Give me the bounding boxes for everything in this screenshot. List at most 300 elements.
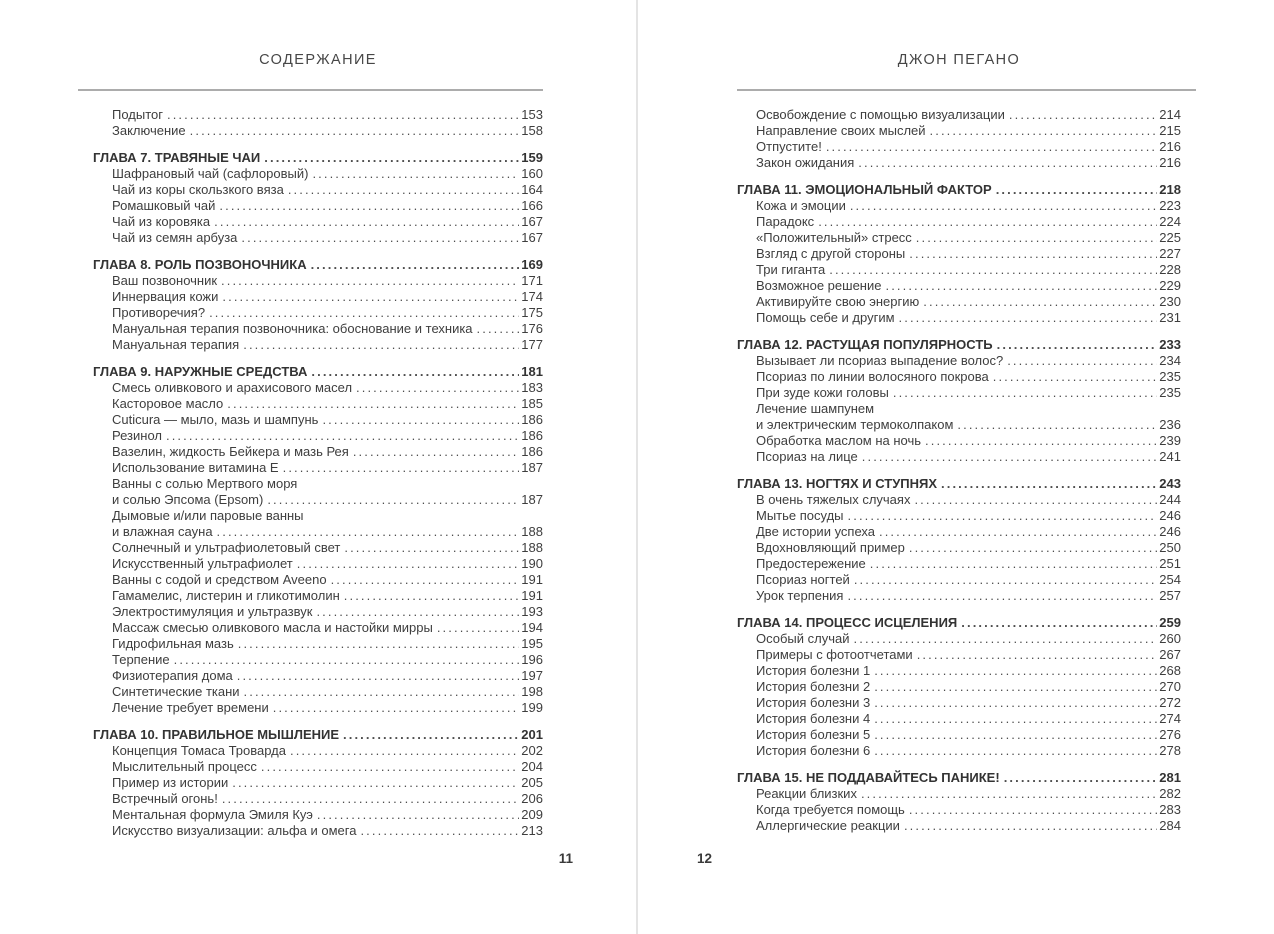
toc-entry-title: В очень тяжелых случаях: [756, 492, 911, 507]
toc-entry-title: Синтетические ткани: [112, 684, 240, 699]
dot-leader: [290, 743, 519, 759]
toc-entry-row: [93, 556, 543, 572]
toc-entry-title: История болезни 5: [756, 727, 871, 742]
toc-chapter-row: [93, 364, 543, 380]
toc-entry-page-number: 281: [1159, 770, 1181, 785]
toc-entry-row: [737, 492, 1181, 508]
toc-entry-row: [737, 230, 1181, 246]
toc-entry-page-number: 191: [521, 588, 543, 603]
toc-entry-title: Подытог: [112, 107, 163, 122]
dot-leader: [996, 182, 1158, 198]
toc-entry-title: Две истории успеха: [756, 524, 875, 539]
toc-entry-title: Гамамелис, листерин и гликотимолин: [112, 588, 340, 603]
toc-chapter-title: ГЛАВА 10. ПРАВИЛЬНОЕ МЫШЛЕНИЕ: [93, 727, 340, 742]
toc-chapter-title: ГЛАВА 13. НОГТЯХ И СТУПНЯХ: [737, 476, 938, 491]
dot-leader: [238, 636, 520, 652]
toc-entry-row: [93, 700, 543, 716]
dot-leader: [1004, 770, 1158, 786]
toc-entry-title: Ментальная формула Эмиля Куэ: [112, 807, 313, 822]
toc-entry-page-number: 177: [521, 337, 543, 352]
toc-chapter-row: [737, 182, 1181, 198]
toc-entry-page-number: 243: [1159, 476, 1181, 491]
toc-entry-row: [737, 556, 1181, 572]
toc-entry-page-number: 283: [1159, 802, 1181, 817]
toc-entry-title: История болезни 3: [756, 695, 871, 710]
toc-entry-page-number: 209: [521, 807, 543, 822]
dot-leader: [916, 230, 1158, 246]
dot-leader: [997, 337, 1158, 353]
dot-leader: [850, 198, 1157, 214]
toc-entry-row: [93, 123, 543, 139]
toc-entry-page-number: 257: [1159, 588, 1181, 603]
dot-leader: [167, 107, 519, 123]
toc-entry-page-number: 260: [1159, 631, 1181, 646]
dot-leader: [909, 540, 1157, 556]
toc-entry-page-number: 234: [1159, 353, 1181, 368]
toc-chapter-row: [93, 257, 543, 273]
dot-leader: [267, 492, 519, 508]
toc-entry-row: [737, 679, 1181, 695]
toc-group: [737, 182, 1181, 326]
toc-entry-page-number: 167: [521, 214, 543, 229]
toc-entry-title: Взгляд с другой стороны: [756, 246, 906, 261]
toc-entry-page-number: 216: [1159, 139, 1181, 154]
toc-entry-title: Противоречия?: [112, 305, 206, 320]
toc-entry-row: [737, 588, 1181, 604]
toc-entry-page-number: 201: [521, 727, 543, 742]
toc-entry-title: Кожа и эмоции: [756, 198, 846, 213]
toc-entry-title: Электростимуляция и ультразвук: [112, 604, 313, 619]
toc-entry-first-line: Дымовые и/или паровые ванны: [112, 508, 304, 523]
toc-group: [93, 150, 543, 246]
toc-entry-title: Отпустите!: [756, 139, 822, 154]
toc-chapter-title: ГЛАВА 9. НАРУЖНЫЕ СРЕДСТВА: [93, 364, 308, 379]
toc-entry-title: Мыслительный процесс: [112, 759, 257, 774]
toc-entry-row: [737, 818, 1181, 834]
toc-entry-title: Особый случай: [756, 631, 850, 646]
dot-leader: [874, 695, 1157, 711]
toc-entry-title: Обработка маслом на ночь: [756, 433, 922, 448]
toc-entry-page-number: 186: [521, 428, 543, 443]
toc-entry-page-number: 181: [521, 364, 543, 379]
toc-entry-title: Вазелин, жидкость Бейкера и мазь Рея: [112, 444, 349, 459]
toc-entry-page-number: 176: [521, 321, 543, 336]
toc-entry-page-number: 228: [1159, 262, 1181, 277]
toc-entry-page-number: 186: [521, 444, 543, 459]
toc-entry-title: Ванны с содой и средством Aveeno: [112, 572, 327, 587]
toc-entry-row: [93, 444, 543, 460]
toc-entry-title: Гидрофильная мазь: [112, 636, 234, 651]
dot-leader: [222, 791, 519, 807]
toc-entry-page-number: 191: [521, 572, 543, 587]
toc-entry-row: [737, 107, 1181, 123]
toc-entry-title: Примеры с фотоотчетами: [756, 647, 913, 662]
dot-leader: [829, 262, 1157, 278]
toc-entry-page-number: 171: [521, 273, 543, 288]
dot-leader: [221, 273, 519, 289]
toc-entry-page-number: 235: [1159, 369, 1181, 384]
toc-entry-title: Массаж смесью оливкового масла и настойки мирры: [112, 620, 433, 635]
toc-entry-title: «Положительный» стресс: [756, 230, 912, 245]
toc-entry-row: [93, 289, 543, 305]
toc-entry-row: [737, 369, 1181, 385]
toc-entry-page-number: 185: [521, 396, 543, 411]
toc-entry-row: [93, 107, 543, 123]
toc-entry-title: Урок терпения: [756, 588, 844, 603]
toc-chapter-title: ГЛАВА 11. ЭМОЦИОНАЛЬНЫЙ ФАКТОР: [737, 182, 992, 197]
toc-entry-title: Три гиганта: [756, 262, 826, 277]
toc-chapter-row: [93, 150, 543, 166]
toc-entry-page-number: 196: [521, 652, 543, 667]
dot-leader: [322, 412, 519, 428]
toc-entry-title: Иннервация кожи: [112, 289, 219, 304]
dot-leader: [297, 556, 520, 572]
dot-leader: [961, 615, 1157, 631]
toc-entry-row: [737, 155, 1181, 171]
toc-entry-page-number: 268: [1159, 663, 1181, 678]
toc-entry-row: [737, 449, 1181, 465]
toc-entry-row: [737, 695, 1181, 711]
toc-entry-row: [93, 166, 543, 182]
toc-entry-page-number: 198: [521, 684, 543, 699]
toc-entry-title: Использование витамина Е: [112, 460, 279, 475]
dot-leader: [360, 823, 519, 839]
dot-leader: [237, 668, 520, 684]
toc-entry-row: [737, 743, 1181, 759]
toc-entry-row: [737, 663, 1181, 679]
dot-leader: [343, 727, 519, 743]
toc-group: [737, 770, 1181, 834]
toc-entry-page-number: 276: [1159, 727, 1181, 742]
dot-leader: [232, 775, 519, 791]
toc-entry-title: При зуде кожи головы: [756, 385, 889, 400]
toc-entry-page-number: 174: [521, 289, 543, 304]
dot-leader: [854, 572, 1157, 588]
toc-entry-title: Псориаз по линии волосяного покрова: [756, 369, 989, 384]
dot-leader: [241, 230, 519, 246]
toc-entry-row: [93, 743, 543, 759]
toc-group: [93, 107, 543, 139]
toc-group: [737, 107, 1181, 171]
toc-entry-page-number: 218: [1159, 182, 1181, 197]
toc-entry-title: Парадокс: [756, 214, 815, 229]
dot-leader: [353, 444, 519, 460]
dot-leader: [848, 508, 1158, 524]
dot-leader: [317, 807, 519, 823]
toc-entry-row: [737, 508, 1181, 524]
dot-leader: [847, 588, 1157, 604]
toc-entry-row: [93, 230, 543, 246]
toc-entry-page-number: 199: [521, 700, 543, 715]
toc-entry-row: [93, 460, 543, 476]
dot-leader: [311, 257, 520, 273]
toc-entry-row: [93, 588, 543, 604]
dot-leader: [909, 802, 1157, 818]
toc-entry-title: и влажная сауна: [112, 524, 213, 539]
left-running-head: СОДЕРЖАНИЕ: [259, 52, 377, 68]
toc-entry-row: [737, 246, 1181, 262]
toc-entry-page-number: 246: [1159, 524, 1181, 539]
toc-entry-page-number: 186: [521, 412, 543, 427]
page-right: [637, 0, 1274, 934]
dot-leader: [209, 305, 519, 321]
dot-leader: [356, 380, 519, 396]
toc-entry-title: Ваш позвоночник: [112, 273, 218, 288]
toc-entry-row: [737, 433, 1181, 449]
toc-chapter-row: [737, 337, 1181, 353]
toc-entry-page-number: 274: [1159, 711, 1181, 726]
toc-entry-page-number: 183: [521, 380, 543, 395]
toc-entry-page-number: 202: [521, 743, 543, 758]
toc-entry-page-number: 195: [521, 636, 543, 651]
dot-leader: [879, 524, 1157, 540]
toc-entry-title: Заключение: [112, 123, 186, 138]
dot-leader: [858, 155, 1157, 171]
right-running-head: ДЖОН ПЕГАНО: [897, 52, 1021, 68]
toc-entry-row: [93, 198, 543, 214]
dot-leader: [312, 166, 519, 182]
dot-leader: [862, 449, 1158, 465]
toc-entry-page-number: 205: [521, 775, 543, 790]
toc-entry-row: [737, 802, 1181, 818]
toc-chapter-row: [737, 476, 1181, 492]
toc-entry-row: [737, 294, 1181, 310]
toc-entry-page-number: 254: [1159, 572, 1181, 587]
dot-leader: [437, 620, 519, 636]
dot-leader: [957, 417, 1157, 433]
toc-entry-first-line: Лечение шампунем: [756, 401, 875, 416]
toc-entry-row: [93, 428, 543, 444]
toc-entry-page-number: 159: [521, 150, 543, 165]
toc-entry-row: [93, 337, 543, 353]
toc-entry-page-number: 236: [1159, 417, 1181, 432]
toc-entry-row: [93, 182, 543, 198]
toc-entry-title: Аллергические реакции: [756, 818, 900, 833]
toc-entry-page-number: 231: [1159, 310, 1181, 325]
toc-entry-row: [737, 262, 1181, 278]
toc-entry-title: Пример из истории: [112, 775, 229, 790]
toc-entry-page-number: 225: [1159, 230, 1181, 245]
dot-leader: [893, 385, 1157, 401]
toc-chapter-title: ГЛАВА 7. ТРАВЯНЫЕ ЧАИ: [93, 150, 261, 165]
toc-entry-title: Физиотерапия дома: [112, 668, 233, 683]
toc-entry-page-number: 193: [521, 604, 543, 619]
toc-entry-page-number: 227: [1159, 246, 1181, 261]
toc-entry-row: [737, 727, 1181, 743]
dot-leader: [874, 727, 1157, 743]
toc-entry-page-number: 167: [521, 230, 543, 245]
toc-entry-page-number: 244: [1159, 492, 1181, 507]
toc-entry-page-number: 272: [1159, 695, 1181, 710]
toc-entry-row: [93, 620, 543, 636]
toc-entry-row: [737, 310, 1181, 326]
toc-entry-row: [93, 524, 543, 540]
toc-entry-title: и электрическим термоколпаком: [756, 417, 954, 432]
dot-leader: [288, 182, 519, 198]
toc-entry-row: [93, 396, 543, 412]
toc-entry-title: Псориаз ногтей: [756, 572, 850, 587]
toc-entry-title: Реакции близких: [756, 786, 857, 801]
toc-entry-page-number: 230: [1159, 294, 1181, 309]
toc-entry-title: Вдохновляющий пример: [756, 540, 905, 555]
dot-leader: [899, 310, 1158, 326]
dot-leader: [874, 663, 1157, 679]
toc-chapter-title: ГЛАВА 12. РАСТУЩАЯ ПОПУЛЯРНОСТЬ: [737, 337, 993, 352]
toc-chapter-title: ГЛАВА 14. ПРОЦЕСС ИСЦЕЛЕНИЯ: [737, 615, 958, 630]
dot-leader: [993, 369, 1158, 385]
dot-leader: [477, 321, 520, 337]
toc-entry-row: [93, 775, 543, 791]
toc-entry-row: [93, 652, 543, 668]
toc-entry-page-number: 206: [521, 791, 543, 806]
toc-entry-row: [737, 278, 1181, 294]
toc-entry-row: [737, 214, 1181, 230]
toc-entry-page-number: 282: [1159, 786, 1181, 801]
toc-entry-row: [93, 636, 543, 652]
dot-leader: [861, 786, 1157, 802]
toc-entry-title: Встречный огонь!: [112, 791, 218, 806]
dot-leader: [874, 711, 1157, 727]
toc-entry-page-number: 259: [1159, 615, 1181, 630]
toc-entry-row: [737, 139, 1181, 155]
toc-entry-title: Чай из коры скользкого вяза: [112, 182, 284, 197]
toc-entry-row: [737, 417, 1181, 433]
toc-entry-row: [93, 684, 543, 700]
dot-leader: [909, 246, 1157, 262]
toc-entry-title: Вызывает ли псориаз выпадение волос?: [756, 353, 1004, 368]
dot-leader: [243, 337, 519, 353]
toc-entry-page-number: 204: [521, 759, 543, 774]
dot-leader: [214, 214, 519, 230]
dot-leader: [941, 476, 1157, 492]
toc-entry-page-number: 246: [1159, 508, 1181, 523]
toc-entry-row: [737, 786, 1181, 802]
right-header-rule: [737, 89, 1196, 91]
toc-group: [737, 615, 1181, 759]
toc-entry-page-number: 194: [521, 620, 543, 635]
toc-entry-row: [93, 321, 543, 337]
toc-chapter-title: ГЛАВА 15. НЕ ПОДДАВАЙТЕСЬ ПАНИКЕ!: [737, 770, 1000, 785]
dot-leader: [217, 524, 520, 540]
dot-leader: [854, 631, 1158, 647]
toc-entry-page-number: 169: [521, 257, 543, 272]
toc-entry-page-number: 224: [1159, 214, 1181, 229]
toc-group: [93, 727, 543, 839]
dot-leader: [925, 433, 1157, 449]
left-header-rule: [78, 89, 543, 91]
right-toc-list: [737, 107, 1181, 834]
toc-entry-row: [93, 791, 543, 807]
toc-entry-first-line: Ванны с солью Мертвого моря: [112, 476, 298, 491]
toc-entry-title: Возможное решение: [756, 278, 882, 293]
toc-entry-page-number: 164: [521, 182, 543, 197]
toc-entry-title: Искусственный ультрафиолет: [112, 556, 293, 571]
toc-group: [93, 364, 543, 716]
dot-leader: [923, 294, 1157, 310]
dot-leader: [331, 572, 520, 588]
toc-entry-page-number: 153: [521, 107, 543, 122]
dot-leader: [283, 460, 520, 476]
toc-entry-row: [737, 123, 1181, 139]
toc-group: [737, 476, 1181, 604]
toc-entry-row: [93, 807, 543, 823]
toc-entry-title: Лечение требует времени: [112, 700, 269, 715]
toc-chapter-title: ГЛАВА 8. РОЛЬ ПОЗВОНОЧНИКА: [93, 257, 307, 272]
dot-leader: [904, 818, 1157, 834]
dot-leader: [914, 492, 1157, 508]
toc-entry-page-number: 223: [1159, 198, 1181, 213]
dot-leader: [917, 647, 1158, 663]
dot-leader: [261, 759, 519, 775]
toc-chapter-row: [737, 615, 1181, 631]
toc-entry-row: [737, 385, 1181, 401]
toc-entry-title: Резинол: [112, 428, 162, 443]
toc-entry-row: [93, 540, 543, 556]
dot-leader: [174, 652, 520, 668]
toc-entry-page-number: 158: [521, 123, 543, 138]
toc-entry-row: [737, 524, 1181, 540]
toc-entry-row: [737, 711, 1181, 727]
dot-leader: [219, 198, 519, 214]
toc-entry-title: Направление своих мыслей: [756, 123, 926, 138]
toc-entry-title: Концепция Томаса Троварда: [112, 743, 286, 758]
toc-entry-page-number: 251: [1159, 556, 1181, 571]
toc-entry-row: [93, 305, 543, 321]
toc-entry-page-number: 175: [521, 305, 543, 320]
left-toc-list: [93, 107, 543, 839]
toc-chapter-row: [737, 770, 1181, 786]
toc-entry-title: Чай из коровяка: [112, 214, 211, 229]
toc-entry-title: Шафрановый чай (сафлоровый): [112, 166, 309, 181]
toc-chapter-row: [93, 727, 543, 743]
dot-leader: [227, 396, 519, 412]
dot-leader: [1009, 107, 1157, 123]
toc-entry-page-number: 188: [521, 540, 543, 555]
toc-entry-title: История болезни 6: [756, 743, 871, 758]
toc-entry-row: [93, 668, 543, 684]
dot-leader: [826, 139, 1157, 155]
toc-entry-title: Предостережение: [756, 556, 866, 571]
toc-entry-page-number: 284: [1159, 818, 1181, 833]
toc-entry-row: [93, 214, 543, 230]
toc-entry-row: [737, 353, 1181, 369]
dot-leader: [316, 604, 519, 620]
toc-entry-title: Мытье посуды: [756, 508, 844, 523]
toc-entry-page-number: 216: [1159, 155, 1181, 170]
toc-group: [93, 257, 543, 353]
toc-entry-page-number: 160: [521, 166, 543, 181]
toc-entry-page-number: 250: [1159, 540, 1181, 555]
toc-entry-title: и солью Эпсома (Epsom): [112, 492, 264, 507]
toc-entry-title: История болезни 4: [756, 711, 871, 726]
toc-entry-title: Закон ожидания: [756, 155, 855, 170]
toc-entry-title: Когда требуется помощь: [756, 802, 905, 817]
toc-entry-page-number: 215: [1159, 123, 1181, 138]
dot-leader: [344, 540, 519, 556]
toc-entry-page-number: 278: [1159, 743, 1181, 758]
dot-leader: [166, 428, 519, 444]
toc-entry-row: [93, 604, 543, 620]
toc-entry-row: [737, 631, 1181, 647]
toc-entry-row: [93, 412, 543, 428]
toc-entry-page-number: 241: [1159, 449, 1181, 464]
toc-entry-title: Искусство визуализации: альфа и омега: [112, 823, 357, 838]
dot-leader: [818, 214, 1157, 230]
toc-entry-row: [737, 572, 1181, 588]
dot-leader: [874, 743, 1157, 759]
toc-entry-page-number: 214: [1159, 107, 1181, 122]
toc-entry-title: Мануальная терапия позвоночника: обоснование и техника: [112, 321, 473, 336]
